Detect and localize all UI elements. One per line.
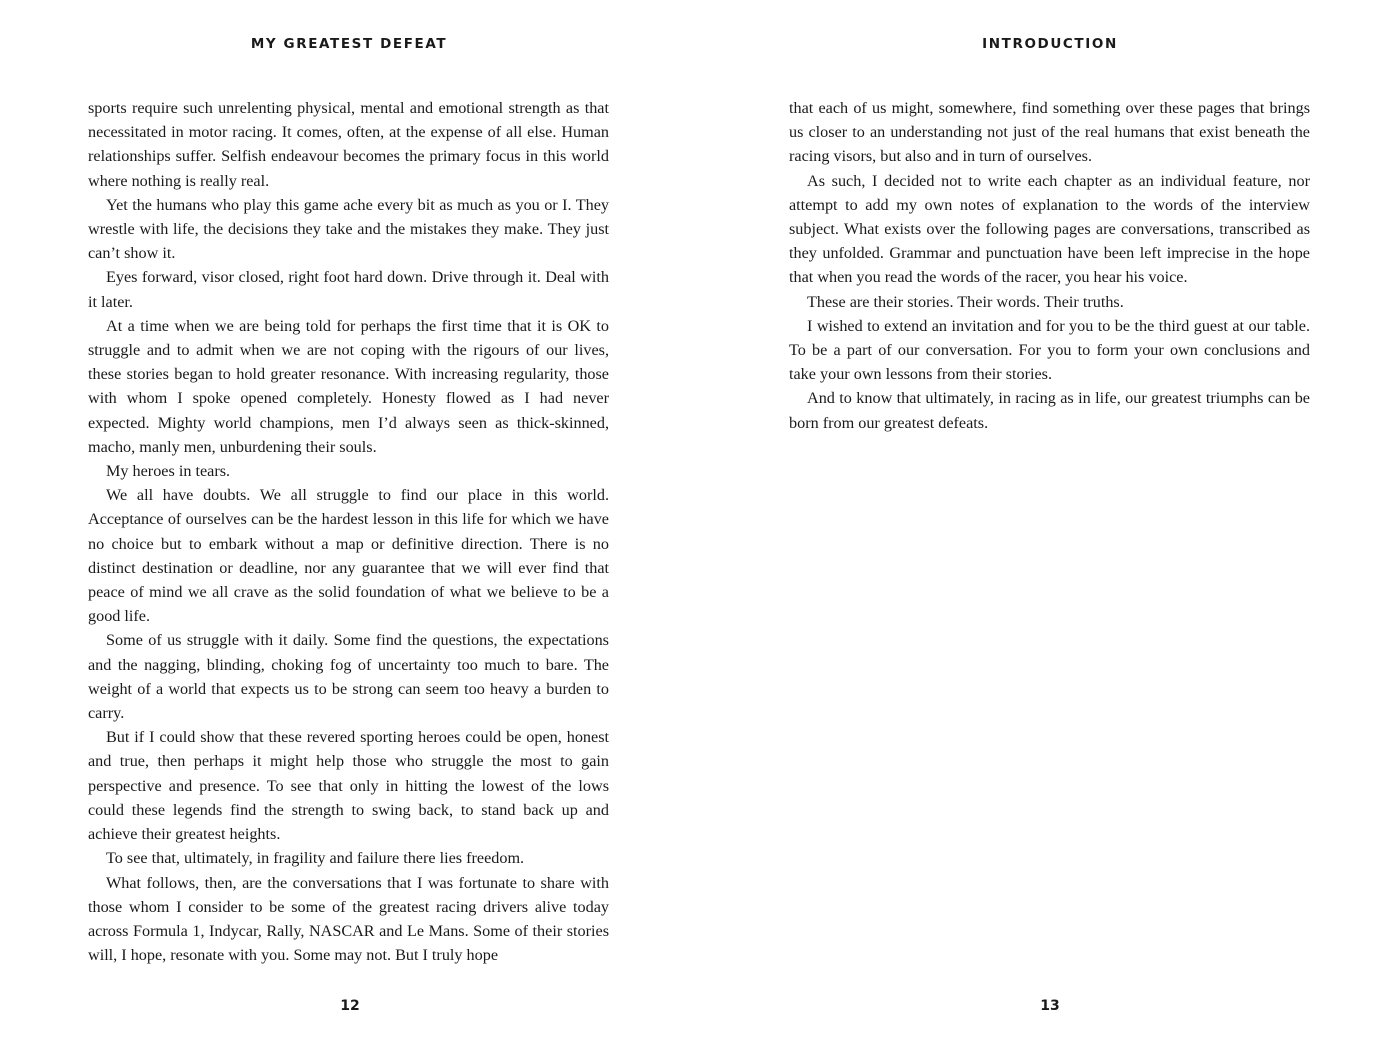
paragraph: that each of us might, somewhere, find something over these pages that brings us closer to an understanding not just of the real humans that exist beneath the racing visors, but also and in turn of ourselves.: [789, 99, 1310, 166]
paragraph: I wished to extend an invitation and for you to be the third guest at our table. To be a part of our conversation. For you to form your own conclusions and take your own lessons from their stories.: [789, 316, 1310, 384]
right-page: [700, 0, 1400, 1051]
left-body-text: [88, 96, 609, 967]
paragraph: What follows, then, are the conversations that I was fortunate to share with those whom I consider to be some of the greatest racing drivers alive today across Formula 1, Indycar, Rally, NASCAR and Le Mans. Some of their stories will, I hope, resonate with you. Some may not. But I truly hope: [88, 873, 609, 965]
paragraph: Eyes forward, visor closed, right foot hard down. Drive through it. Deal with it later.: [88, 268, 609, 311]
paragraph: As such, I decided not to write each chapter as an individual feature, nor attempt to add my own notes of explanation to the words of the interview subject. What exists over the following pages are conversations, transcribed as they unfolded. Grammar and punctuation have been left imprecise in the hope that when you read the words of the racer, you hear his voice.: [789, 171, 1310, 287]
paragraph: But if I could show that these revered sporting heroes could be open, honest and true, then perhaps it might help those who struggle the most to gain perspective and presence. To see that only in hitting the lowest of the lows could these legends find the strength to swing back, to stand back up and achieve their greatest heights.: [88, 728, 609, 844]
running-head-left: MY GREATEST DEFEAT: [250, 36, 448, 52]
paragraph: To see that, ultimately, in fragility and failure there lies freedom.: [106, 849, 525, 868]
paragraph: sports require such unrelenting physical, mental and emotional strength as that necessitated in motor racing. It comes, often, at the expense of all else. Human relationships suffer. Selfish endeavour becomes the primary focus in this world where nothing is really real.: [88, 99, 609, 190]
paragraph: We all have doubts. We all struggle to find our place in this world. Acceptance of ourselves can be the hardest lesson in this life for which we have no choice but to embark without a map or definitive direction. There is no distinct destination or deadline, nor any guarantee that we will ever find that peace of mind we all crave as the solid foundation of what we believe to be a good life.: [88, 486, 609, 626]
page-number-right: 13: [1040, 998, 1060, 1014]
paragraph: And to know that ultimately, in racing as in life, our greatest triumphs can be born from our greatest defeats.: [789, 389, 1310, 432]
paragraph: Yet the humans who play this game ache every bit as much as you or I. They wrestle with life, the decisions they take and the mistakes they make. They just can’t show it.: [88, 195, 609, 263]
paragraph: My heroes in tears.: [106, 462, 231, 481]
paragraph: At a time when we are being told for perhaps the first time that it is OK to struggle and to admit when we are not coping with the rigours of our lives, these stories began to hold greater resonance. With increasing regularity, those with whom I spoke opened completely. Honesty flowed as I had never expected. Mighty world champions, men I’d always seen as thick-skinned, macho, manly men, unburdening their souls.: [88, 316, 609, 456]
paragraph: Some of us struggle with it daily. Some find the questions, the expectations and the nagging, blinding, choking fog of uncertainty too much to bare. The weight of a world that expects us to be strong can seem too heavy a burden to carry.: [88, 631, 609, 723]
right-body-text: [789, 96, 1310, 435]
page-number-left: 12: [340, 998, 360, 1014]
paragraph: These are their stories. Their words. Their truths.: [807, 292, 1124, 311]
running-head-right: INTRODUCTION: [982, 36, 1118, 52]
